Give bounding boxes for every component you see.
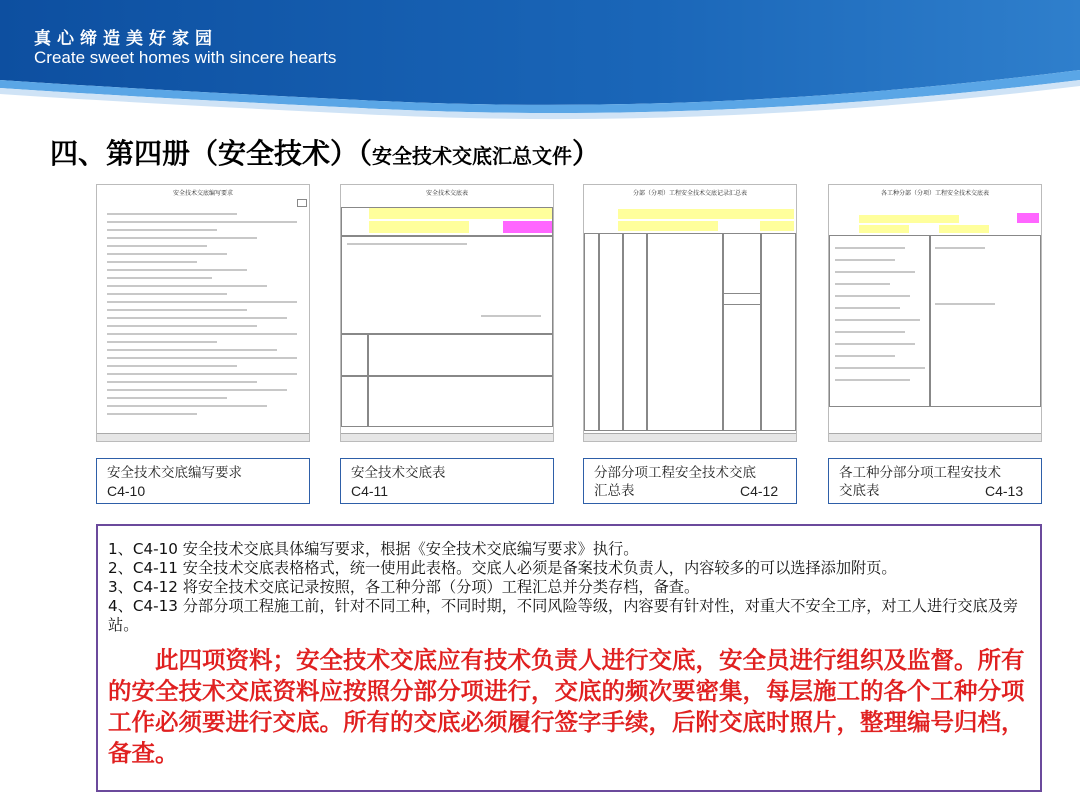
form-rule [341,375,553,377]
caption-title-cont: 交底表 [839,483,880,499]
caption-title: 各工种分部分项工程安技术 [839,465,1001,481]
form-rule [367,333,369,427]
table-col [760,233,762,431]
text-line [835,319,920,321]
text-line [935,303,995,305]
text-line [835,343,915,345]
text-line [107,349,277,351]
caption-title: 安全技术交底编写要求 [107,465,242,481]
table-col [646,233,648,431]
thumbnail-header: 安全技术交底编写要求 [172,190,233,197]
caption-c4-11 [340,458,554,504]
caption-code: C4-13 [985,483,1024,499]
thumbnail-header: 安全技术交底表 [425,190,468,197]
caption-title: 分部分项工程安全技术交底 [594,465,756,481]
form-grid [341,207,553,427]
text-line [107,357,297,359]
highlight-cell [1017,213,1039,223]
caption-code: C4-12 [740,483,779,499]
highlight-cell [859,215,959,223]
text-line [835,331,905,333]
text-line [107,413,197,415]
thumbnail-c4-12 [583,184,797,442]
highlight-cell [760,221,794,231]
text-line [107,237,257,239]
caption-title-cont: 汇总表 [594,483,635,499]
sheet-tabs [829,433,1041,441]
caption-c4-10 [96,458,310,504]
text-line [107,309,247,311]
thumbnail-c4-13 [828,184,1042,442]
text-line [107,245,207,247]
text-line [107,341,217,343]
table-col [622,233,624,431]
text-line [107,301,297,303]
note-item-3: 3、C4-12 将安全技术交底记录按照，各工种分部（分项）工程汇总并分类存档，备查。 [108,578,700,596]
thumbnail-box [297,199,307,207]
title-close: ） [572,137,601,170]
note-item-2: 2、C4-11 安全技术交底表格格式，统一使用此表格。交底人必须是备案技术负责人，内容较多的可以选择添加附页。 [108,559,897,577]
page-title [50,132,600,172]
text-line [107,261,197,263]
text-line [835,355,895,357]
text-line [107,213,237,215]
table-col [722,233,724,431]
text-line [107,397,227,399]
title-main: 四、第四册（安全技术）（ [50,137,373,170]
sheet-tabs [97,433,309,441]
text-line [835,295,910,297]
highlight-cell [939,225,989,233]
text-line [107,389,287,391]
table-col [598,233,600,431]
text-line [347,243,467,245]
text-line [835,367,925,369]
highlight-cell [618,209,794,219]
table-grid [584,233,796,431]
sheet-tabs [584,433,796,441]
text-line [835,271,915,273]
text-line [107,221,297,223]
note-item-4: 4、C4-13 分部分项工程施工前，针对不同工种，不同时期，不同风险等级，内容要有针对性，对重大不安全工序，对工人进行交底及旁站。 [108,597,1019,634]
emphasis-text: 此四项资料；安全技术交底应有技术负责人进行交底，安全员进行组织及监督。所有的安全技术交底资料应按照分部分项进行，交底的频次要密集，每层施工的各个工种分项工作必须要进行交底。所有的交底必须履行签字手续，后附交底时照片，整理编号归档，备查。 [108,646,1025,767]
selected-cell [722,293,762,305]
note-item-1: 1、C4-10 安全技术交底具体编写要求，根据《安全技术交底编写要求》执行。 [108,540,639,558]
highlight-cell [618,221,718,231]
text-line [935,247,985,249]
text-line [835,307,900,309]
text-line [107,405,267,407]
text-line [835,283,890,285]
caption-title: 安全技术交底表 [351,465,446,481]
caption-c4-12 [583,458,797,504]
text-line [107,381,257,383]
thumbnail-header: 分部（分项）工程安全技术交底记录汇总表 [632,190,747,197]
text-line [107,365,237,367]
tagline-english: Create sweet homes with sincere hearts [34,48,337,67]
text-line [107,269,247,271]
text-line [107,325,257,327]
thumbnail-c4-10 [96,184,310,442]
title-sub: 安全技术交底汇总文件 [372,144,573,168]
text-line [107,253,227,255]
text-line [107,373,297,375]
text-line [835,259,895,261]
text-line [835,247,905,249]
form-rule [341,333,553,335]
text-line [107,333,297,335]
text-line [107,317,287,319]
text-line [107,285,267,287]
text-line [835,379,910,381]
highlight-cell [859,225,909,233]
caption-c4-13 [828,458,1042,504]
notes-box [96,524,1042,792]
text-line [481,315,541,317]
text-line [107,277,212,279]
thumbnail-header: 各工种分部（分项）工程安全技术交底表 [880,190,989,197]
thumbnail-c4-11 [340,184,554,442]
form-rule [929,235,931,407]
text-line [107,293,227,295]
form-rule [341,235,553,237]
sheet-tabs [341,433,553,441]
caption-code: C4-10 [107,483,146,499]
caption-code: C4-11 [351,483,389,499]
tagline-chinese: 真心缔造美好家园 [34,29,218,49]
text-line [107,229,217,231]
